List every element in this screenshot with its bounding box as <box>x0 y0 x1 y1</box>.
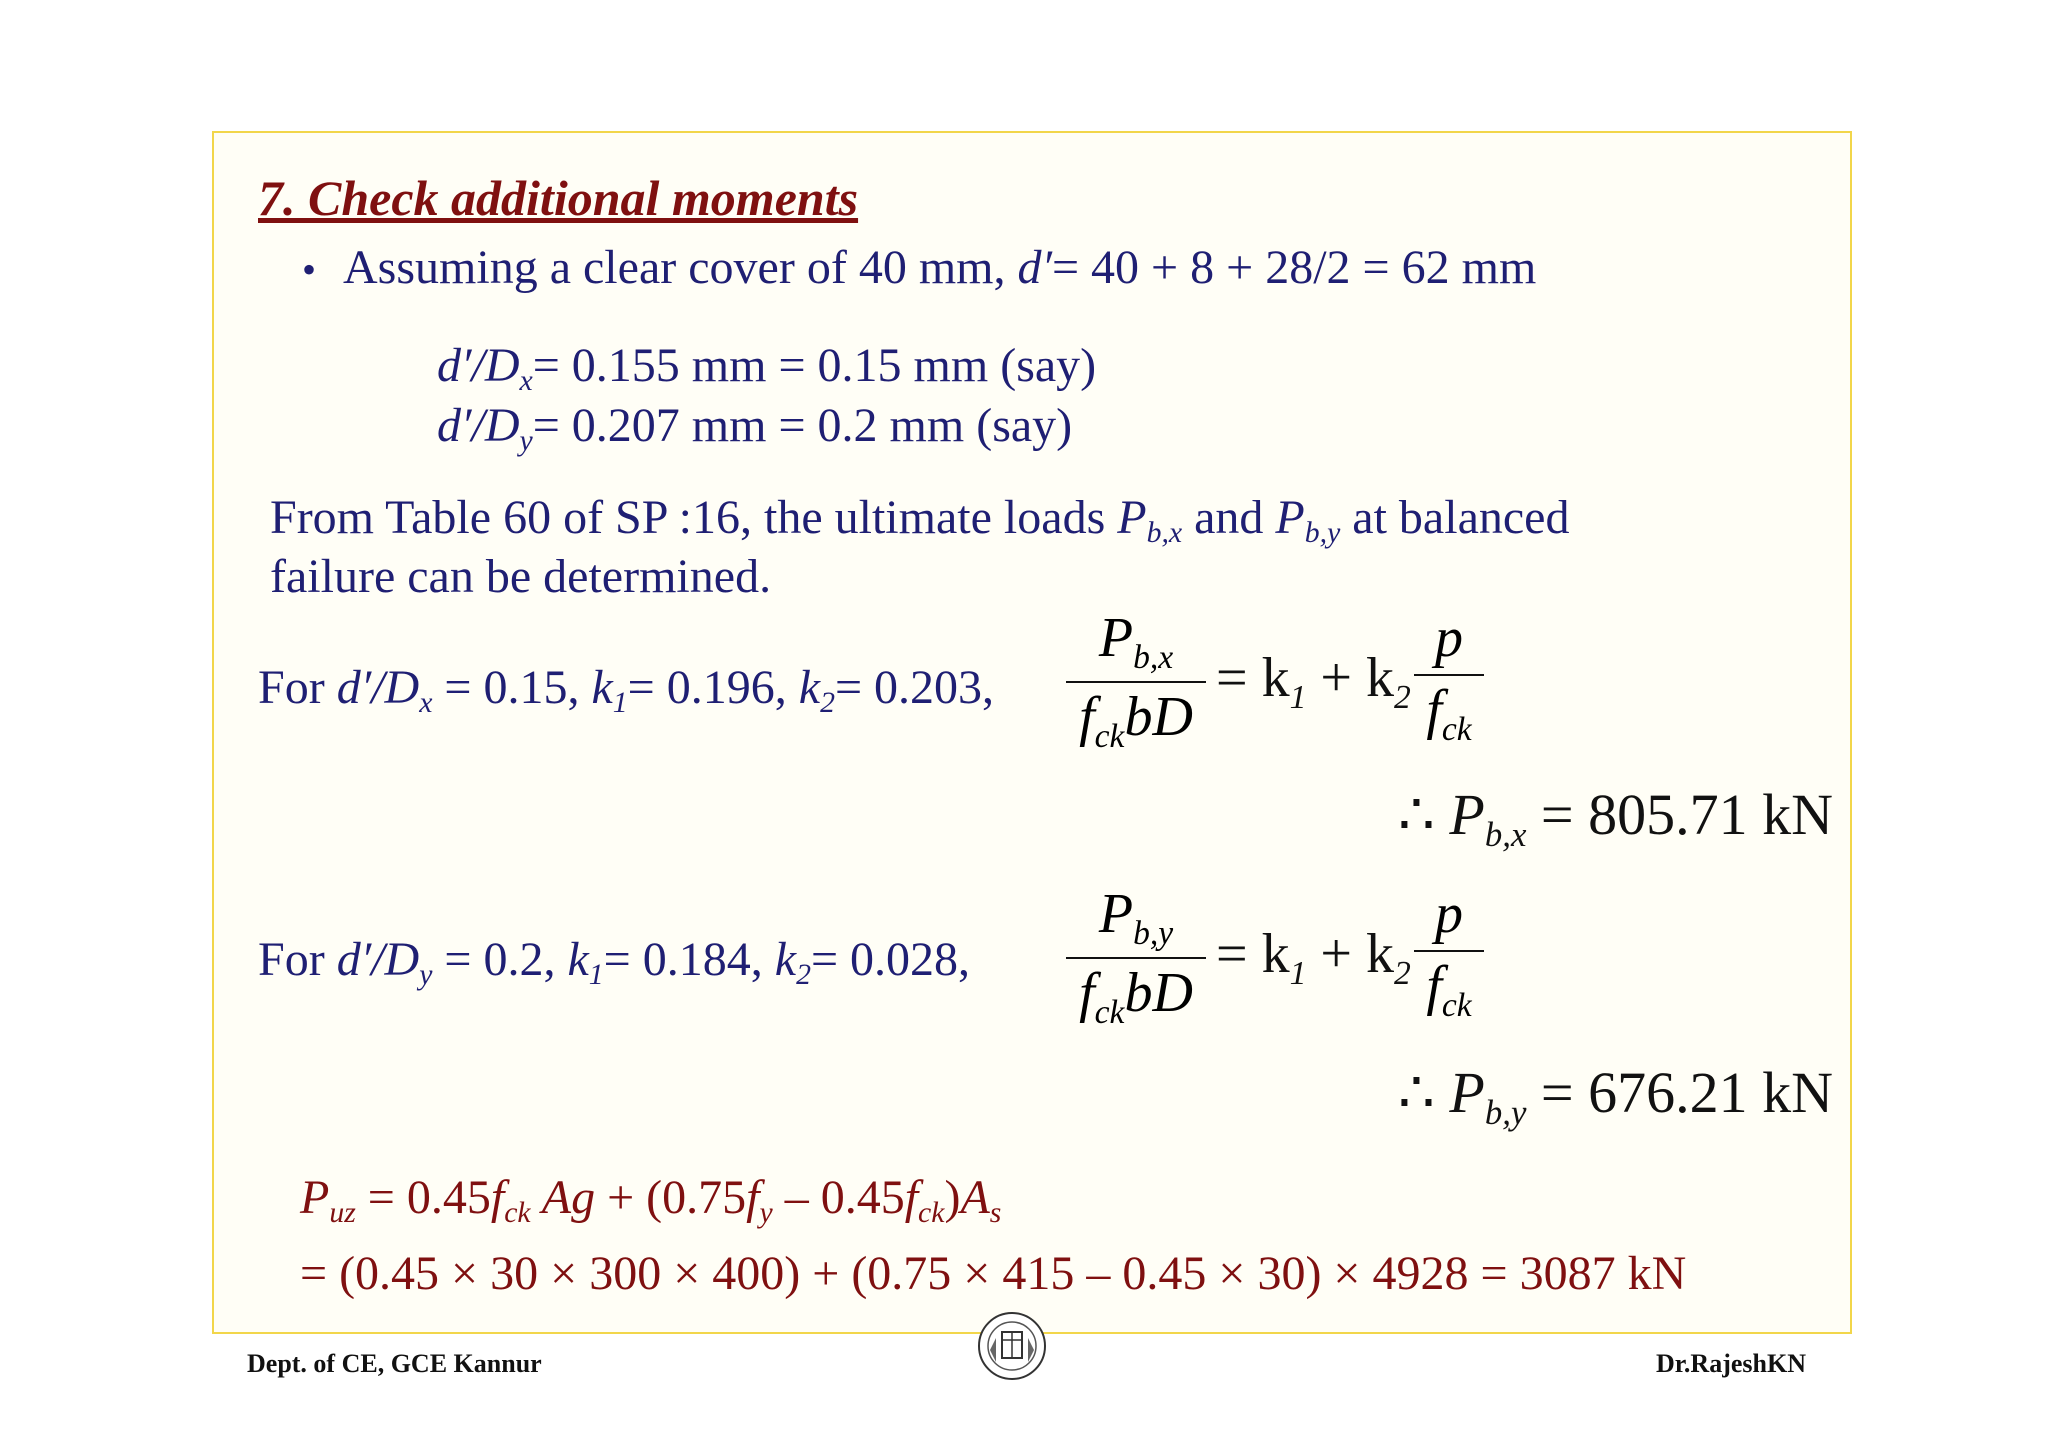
formula-y-p: p <box>1435 883 1463 945</box>
formula-y-numerator: $P_{b,y}$ <box>1098 883 1174 952</box>
footer-author: Dr.RajeshKN <box>1656 1349 1806 1378</box>
formula-y-p-fraction <box>1414 884 1484 1024</box>
dy-ratio-line: $d'/D_y= 0.207$ mm = 0.2 mm (say) <box>437 399 1073 457</box>
formula-y-main-fraction <box>1066 884 1206 1031</box>
dx-ratio-line: $d'/D_x= 0.155$ mm = 0.15 mm (say) <box>437 339 1097 397</box>
puz-formula: $P_{uz} = 0.45f_{ck}$ $Ag + (0.75f_y - 0.45f_{ck})A_s$ <box>300 1171 1002 1229</box>
formula-x-p: p <box>1435 607 1463 669</box>
table-paragraph-line1: From Table 60 of SP :16, the ultimate loads $P_{b,x}$ and $P_{b,y}$ at balanced <box>270 491 1570 549</box>
slide-frame <box>212 131 1852 1334</box>
puz-calculation: = (0.45 × 30 × 300 × 400) + (0.75 × 415 – 0.45 × 30) × 4928 = 3087 kN <box>300 1247 1687 1300</box>
table-paragraph-line2: failure can be determined. <box>270 550 772 603</box>
formula-x-numerator: $P_{b,x}$ <box>1098 607 1174 676</box>
college-emblem-icon <box>976 1310 1048 1382</box>
formula-x-p-fraction <box>1414 608 1484 748</box>
formula-y-fck: $f_{ck}$ <box>1426 954 1472 1024</box>
formula-x-denominator: $f_{ck}bD$ <box>1079 685 1193 755</box>
formula-x-main-fraction <box>1066 608 1206 755</box>
for-dx-line: For $d'/D_x = 0.15$, $k_1= 0.196$, $k_2= 0.203$, <box>258 661 995 719</box>
section-title: 7. Check additional moments <box>258 170 859 226</box>
formula-y-denominator: $f_{ck}bD$ <box>1079 961 1193 1031</box>
footer-department: Dept. of CE, GCE Kannur <box>247 1349 542 1378</box>
fraction-bar <box>1414 674 1484 676</box>
fraction-bar <box>1066 681 1206 683</box>
fraction-bar <box>1066 957 1206 959</box>
fraction-bar <box>1414 950 1484 952</box>
formula-x-fck: $f_{ck}$ <box>1426 678 1472 748</box>
result-pbx: ∴ $P_{b,x} = 805.71$ kN <box>1398 782 1833 855</box>
bullet-dot-icon: • <box>302 247 317 292</box>
for-dy-line: For $d'/D_y = 0.2$, $k_1= 0.184$, $k_2= 0.028$, <box>258 933 971 991</box>
result-pby: ∴ $P_{b,y} = 676.21$ kN <box>1398 1060 1833 1133</box>
formula-x-rhs: = $k_1 + k_2$ <box>1216 647 1411 716</box>
formula-y-rhs: = $k_1 + k_2$ <box>1216 923 1411 992</box>
cover-bullet: Assuming a clear cover of 40 mm, d′= 40 + 8 + 28/2 = 62 mm <box>343 241 1537 294</box>
